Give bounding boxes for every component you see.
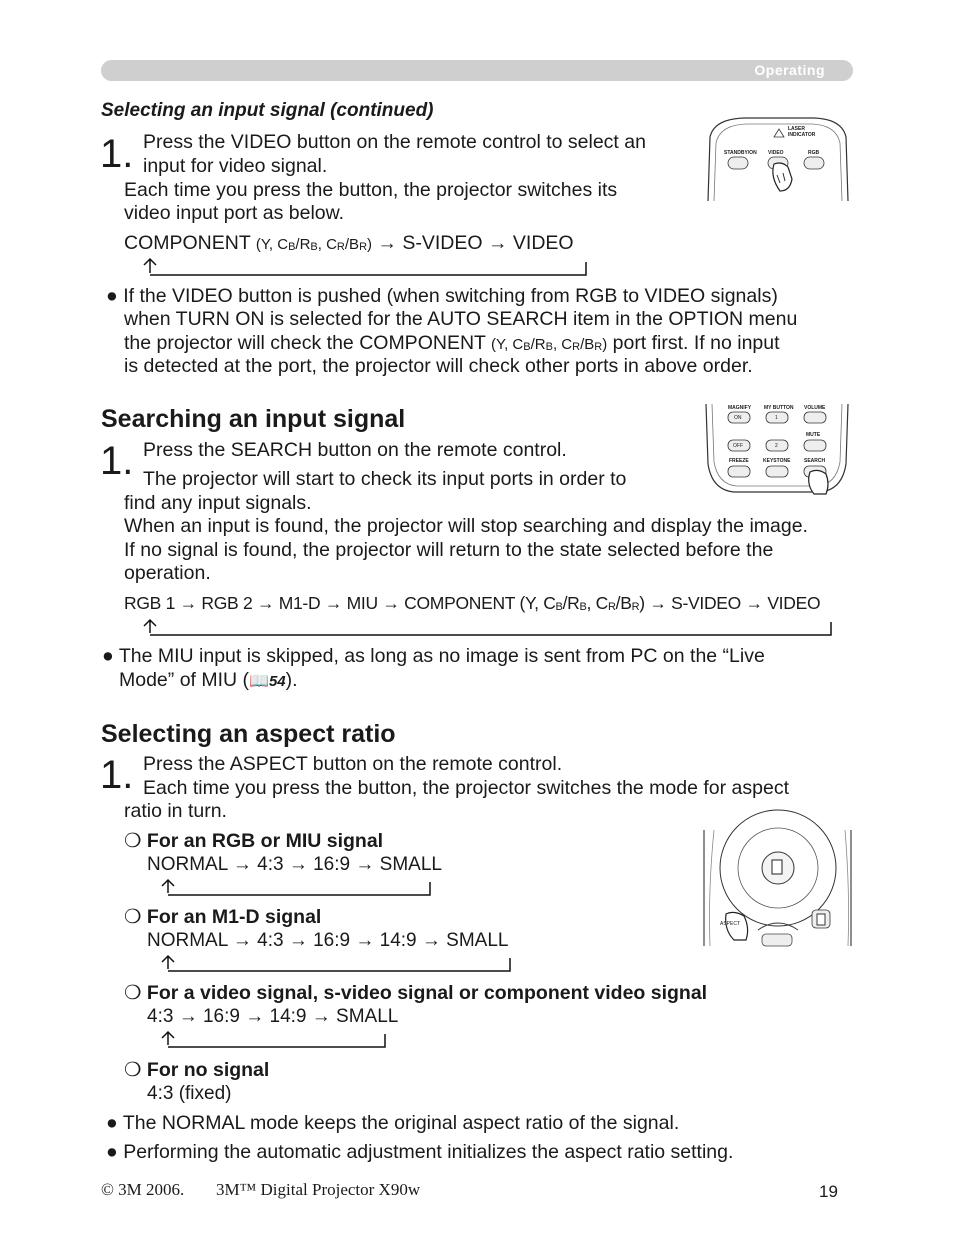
subsection-title: Selecting an input signal (continued) [101, 100, 434, 121]
mode-title: ❍ For a video signal, s-video signal or component video signal [124, 982, 708, 1004]
step-text-line: input for video signal. [143, 155, 328, 177]
step-number: 1. [100, 753, 134, 797]
circle-bullet-icon: ❍ [124, 982, 142, 1004]
circle-bullet-icon: ❍ [124, 906, 142, 928]
mode-title: ❍ For an M1-D signal [124, 906, 322, 928]
mode-title: ❍ For an RGB or MIU signal [124, 830, 384, 852]
product-name: 3M™ Digital Projector X90w [216, 1180, 421, 1199]
circle-bullet-icon: ❍ [124, 1059, 142, 1081]
remote-video-illustration: LASER INDICATOR STANDBY/ON VIDEO RGB [704, 117, 850, 202]
step-text-line: If no signal is found, the projector will return to the state selected before the [124, 539, 774, 561]
step-text-line: Press the VIDEO button on the remote control to select an [143, 131, 646, 153]
step-text-line: operation. [124, 562, 211, 584]
note-line: Mode” of MIU (📖54). [119, 669, 298, 691]
mode-sequence: 4:3 (fixed) [147, 1083, 232, 1104]
step-text-line: ratio in turn. [124, 800, 227, 822]
section-label: Operating [754, 62, 825, 78]
step-number: 1. [100, 439, 134, 483]
remote-aspect-illustration: ASPECT [702, 830, 853, 946]
search-cycle-sequence: RGB 1 → RGB 2 → M1-D → MIU → COMPONENT (Y, $C_B/R_B$, $C_R/B_R$) → S-VIDEO → VIDEO [124, 593, 821, 613]
mode-sequence: NORMAL → 4:3 → 16:9 → SMALL [147, 854, 442, 875]
note-line: ● The MIU input is skipped, as long as no image is sent from PC on the “Live [102, 645, 765, 667]
step-text-line: Each time you press the button, the projector switches its [124, 179, 618, 201]
step-text-line: When an input is found, the projector will stop searching and display the image. [124, 515, 808, 537]
section-heading: Searching an input signal [101, 405, 406, 433]
note-line: is detected at the port, the projector will check other ports in above order. [124, 355, 753, 377]
step-text-line: Press the ASPECT button on the remote control. [143, 753, 563, 775]
note-line: ● If the VIDEO button is pushed (when switching from RGB to VIDEO signals) [106, 285, 778, 307]
remote-dial-icon [702, 830, 853, 946]
circle-bullet-icon: ❍ [124, 830, 142, 852]
note-line: ● Performing the automatic adjustment initializes the aspect ratio setting. [106, 1141, 734, 1163]
note-line: ● The NORMAL mode keeps the original aspect ratio of the signal. [106, 1112, 680, 1134]
section-heading: Selecting an aspect ratio [101, 720, 396, 748]
mode-title: ❍ For no signal [124, 1059, 270, 1081]
step-number: 1. [100, 132, 134, 176]
remote-search-illustration: MAGNIFY MY BUTTON VOLUME ON 1 MUTE OFF 2 FREEZE KEYSTONE SEARCH [704, 404, 850, 492]
page-number: 19 [819, 1182, 838, 1201]
note-line: the projector will check the COMPONENT (Y, $C_B/R_B$, $C_R/B_R$) port first. If no input [124, 332, 780, 354]
note-line: when TURN ON is selected for the AUTO SEARCH item in the OPTION menu [124, 308, 798, 330]
step-text-line: find any input signals. [124, 492, 312, 514]
copyright: © 3M 2006. [101, 1180, 185, 1199]
step-text-line: The projector will start to check its input ports in order to [143, 468, 627, 490]
step-text-line: Press the SEARCH button on the remote control. [143, 439, 567, 461]
page-reference: 54 [268, 673, 286, 690]
mode-sequence: 4:3 → 16:9 → 14:9 → SMALL [147, 1006, 399, 1027]
book-icon: 📖 [249, 673, 269, 690]
step-text-line: Each time you press the button, the projector switches the mode for aspect [143, 777, 790, 799]
mode-sequence: NORMAL → 4:3 → 16:9 → 14:9 → SMALL [147, 930, 509, 951]
video-cycle-sequence: COMPONENT (Y, $C_B/R_B$, $C_R/B_R$) → S-VIDEO → VIDEO [124, 232, 574, 254]
step-text-line: video input port as below. [124, 202, 345, 224]
